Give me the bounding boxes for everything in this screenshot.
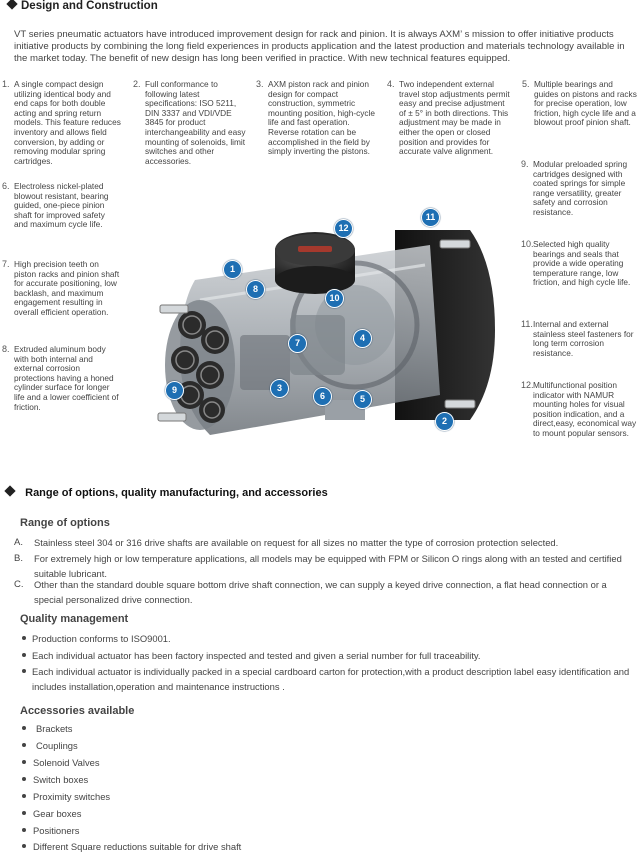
feature-2: 2. Full conformance to following latest specifications: ISO 5211, DIN 3337 and VDI/VDE 3845 for product interchangeability and easy mounting of solenoids, limit switches and other accessories. (133, 79, 246, 166)
callout-1: 1 (223, 260, 242, 279)
accessory-item: Gear boxes (19, 806, 81, 821)
callout-4: 4 (353, 329, 372, 348)
callout-12: 12 (334, 219, 353, 238)
feature-6: 6. Electroless nickel-plated blowout resistant, bearing guided, one-piece pinion shaft for improved safety and maximum cycle life. (2, 181, 109, 230)
feature-3: 3. AXM piston rack and pinion design for compact construction, symmetric mounting position, high-cycle life and fast operation. Reverse rotation can be accomplished in the field by simply inverting the pistons. (256, 79, 375, 157)
accessories-heading: Accessories available (20, 705, 135, 717)
accessory-item: Different Square reductions suitable for drive shaft (19, 839, 241, 854)
callout-10: 10 (325, 289, 344, 308)
diamond-bullet-icon (4, 485, 15, 496)
accessory-item: Brackets (19, 721, 72, 736)
feature-7: 7. High precision teeth on piston racks and pinion shaft for accurate positioning, low backlash, and maximum engagement resulting in overall efficient operation. (2, 259, 120, 317)
accessory-item: Positioners (19, 823, 79, 838)
callout-7: 7 (288, 334, 307, 353)
section-title-options: Range of options, quality manufacturing, and accessories (6, 487, 328, 499)
range-item-a: A. Stainless steel 304 or 316 drive shafts are available on request for all sizes no matter the type of corrosion protection selected. (14, 537, 559, 548)
feature-11: 11. Internal and external stainless steel fasteners for long term corrosion resistance. (521, 319, 634, 358)
feature-4: 4. Two independent external travel stop adjustments permit easy and precise adjustment of ± 5° in both directions. This adjustment may be made in either the open or closed position and provides for accurate valve alignment. (387, 79, 510, 157)
callout-3: 3 (270, 379, 289, 398)
callout-2: 2 (435, 412, 454, 431)
accessory-item: Couplings (19, 738, 78, 753)
diamond-bullet-icon (6, 0, 17, 10)
feature-1: 1. A single compact design utilizing identical body and end caps for both double acting and spring return models. This feature reduces inventory and allows field conversion, by adding or removing modular spring cartridges. (2, 79, 121, 166)
accessory-item: Proximity switches (19, 789, 110, 804)
range-item-c: C. Other than the standard double square bottom drive shaft connection, we can supply a keyed drive connection, a flat head connection or a special personalized drive connection. (14, 579, 607, 605)
accessory-item: Solenoid Valves (19, 755, 100, 770)
section-title-design: Design and Construction (8, 0, 158, 12)
callout-5: 5 (353, 390, 372, 409)
range-options-heading: Range of options (20, 517, 110, 529)
feature-10: 10. Selected high quality bearings and seals that provide a wide operating temperature range, low friction, and high cycle life. (521, 239, 631, 288)
feature-12: 12. Multifunctional position indicator with NAMUR mounting holes for visual position indication, and a direct,easy, economical way to mount popular sensors. (521, 380, 637, 438)
quality-item: Production conforms to ISO9001. (19, 631, 637, 646)
feature-9: 9. Modular preloaded spring cartridges designed with coated springs for simple range versatility, greater safety and corrosion resistance. (521, 159, 628, 217)
feature-8: 8. Extruded aluminum body with both internal and external corrosion protections having a honed cylinder surface for longer life and a lower coefficient of friction. (2, 344, 119, 412)
quality-item: Each individual actuator has been factory inspected and tested and given a serial number for full traceability. (19, 648, 637, 663)
actuator-illustration (140, 205, 510, 455)
callout-6: 6 (313, 387, 332, 406)
range-item-b: B. For extremely high or low temperature applications, all models may be equipped with FPM or Silicon O rings along with an tested and certified suitable lubricant. (14, 553, 622, 579)
accessory-item: Switch boxes (19, 772, 88, 787)
quality-item: Each individual actuator is individually packed in a special cardboard carton for protection,with a product description label easy identification and includes installation,operation and maintenance instructions . (19, 664, 637, 694)
callout-8: 8 (246, 280, 265, 299)
callout-11: 11 (421, 208, 440, 227)
intro-paragraph: VT series pneumatic actuators have introduced improvement design for rack and pinion. It is always AXM’ s mission to offer initiative products initiative products by combining the long field experiences in products application and the latest production and materials technology available in the market today. The benefit of new design has long been verified in practice. With new technical features equipped. (14, 29, 625, 65)
quality-heading: Quality management (20, 613, 129, 625)
feature-5: 5. Multiple bearings and guides on pistons and racks for precise operation, low friction, high cycle life and a blowout proof pinion shaft. (522, 79, 637, 128)
callout-9: 9 (165, 381, 184, 400)
